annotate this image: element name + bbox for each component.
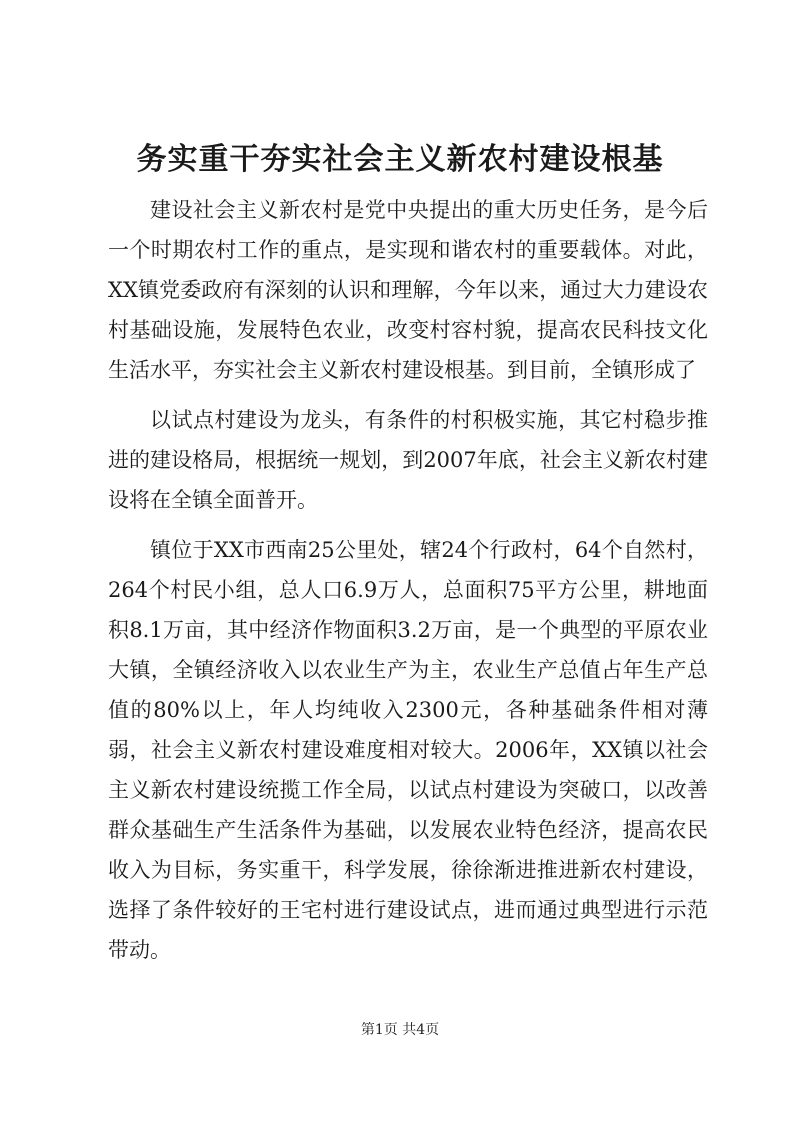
paragraph-2: 以试点村建设为龙头，有条件的村积极实施，其它村稳步推进的建设格局，根据统一规划，到2007年底，社会主义新农村建设将在全镇全面普开。 bbox=[108, 408, 708, 512]
paragraph-3: 镇位于XX市西南25公里处，辖24个行政村，64个自然村，264个村民小组，总人口6.9万人，总面积75平方公里，耕地面积8.1万亩，其中经济作物面积3.2万亩，是一个典型的平原农业大镇，全镇经济收入以农业生产为主，农业生产总值占年生产总值的80%以上，年人均纯收入2300元，各种基础条件相对薄弱，社会主义新农村建设难度相对较大。2006年，XX镇以社会主义新农村建设统揽工作全局，以试点村建设为突破口，以改善群众基础生产生活条件为基础，以发展农业特色经济，提高农民收入为目标，务实重干，科学发展，徐徐渐进推进新农村建设，选择了条件较好的王宅村进行建设试点，进而通过典型进行示范带动。 bbox=[108, 538, 708, 962]
document-title: 务实重干夯实社会主义新农村建设根基 bbox=[136, 142, 664, 177]
paragraph-1: 建设社会主义新农村是党中央提出的重大历史任务，是今后一个时期农村工作的重点，是实现和谐农村的重要载体。对此，XX镇党委政府有深刻的认识和理解，今年以来，通过大力建设农村基础设施，发展特色农业，改变村容村貌，提高农民科技文化生活水平，夯实社会主义新农村建设根基。到目前，全镇形成了 bbox=[108, 198, 708, 382]
document-body bbox=[108, 190, 708, 970]
page-footer: 第1页 共4页 bbox=[360, 1022, 440, 1038]
